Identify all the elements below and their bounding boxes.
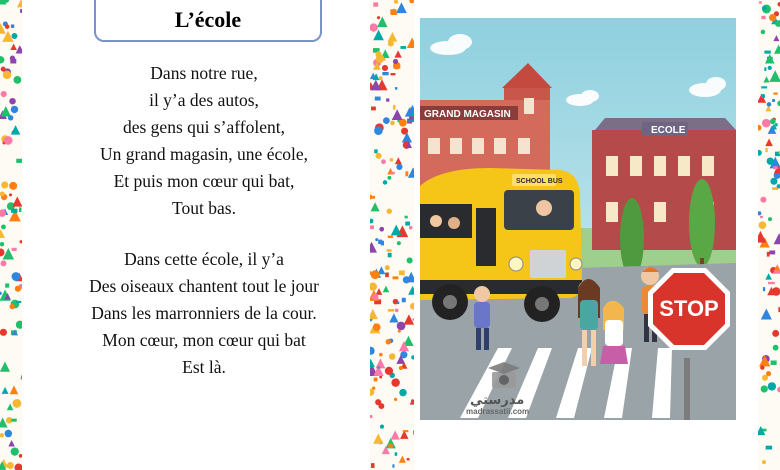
confetti-dot bbox=[0, 242, 4, 246]
confetti-dot bbox=[8, 115, 13, 120]
confetti-triangle bbox=[8, 440, 15, 447]
poem-line: il y’a des autos, bbox=[149, 90, 259, 110]
confetti-dot bbox=[409, 226, 413, 230]
confetti-dot bbox=[380, 425, 384, 429]
confetti-dot bbox=[761, 30, 765, 34]
confetti-square bbox=[391, 172, 395, 174]
confetti-dot bbox=[390, 121, 395, 126]
confetti-dot bbox=[383, 117, 390, 124]
confetti-dot bbox=[772, 99, 775, 102]
confetti-dot bbox=[9, 98, 16, 105]
poem-line: Des oiseaux chantent tout le jour bbox=[89, 276, 319, 296]
confetti-dot bbox=[759, 221, 767, 229]
confetti-square bbox=[771, 360, 777, 364]
decorative-border-right bbox=[758, 0, 780, 470]
confetti-dot bbox=[14, 464, 22, 470]
confetti-square bbox=[402, 298, 406, 303]
confetti-dot bbox=[5, 430, 13, 438]
confetti-triangle bbox=[774, 233, 780, 244]
confetti-dot bbox=[381, 159, 386, 164]
confetti-square bbox=[759, 1, 762, 3]
confetti-triangle bbox=[383, 286, 390, 293]
confetti-square bbox=[12, 248, 17, 251]
confetti-square bbox=[16, 159, 22, 163]
confetti-dot bbox=[762, 375, 768, 381]
confetti-square bbox=[388, 236, 393, 238]
confetti-dot bbox=[767, 157, 774, 164]
confetti-dot bbox=[762, 460, 766, 464]
confetti-dot bbox=[772, 330, 779, 337]
confetti-dot bbox=[0, 329, 7, 336]
confetti-square bbox=[386, 98, 389, 101]
confetti-triangle bbox=[408, 167, 414, 177]
confetti-dot bbox=[390, 158, 394, 162]
confetti-triangle bbox=[388, 32, 398, 42]
confetti-square bbox=[11, 209, 17, 213]
confetti-square bbox=[775, 123, 777, 126]
confetti-dot bbox=[10, 56, 15, 61]
confetti-dot bbox=[1, 181, 8, 188]
confetti-dot bbox=[767, 102, 772, 107]
confetti-square bbox=[773, 93, 777, 95]
confetti-dot bbox=[370, 415, 373, 418]
confetti-square bbox=[19, 207, 21, 212]
confetti-square bbox=[409, 116, 413, 120]
confetti-dot bbox=[19, 454, 22, 458]
confetti-dot bbox=[407, 257, 413, 263]
confetti-square bbox=[5, 283, 9, 287]
confetti-triangle bbox=[12, 196, 22, 206]
confetti-square bbox=[382, 72, 388, 75]
confetti-dot bbox=[399, 389, 406, 396]
confetti-dot bbox=[758, 211, 761, 215]
confetti-square bbox=[395, 87, 397, 90]
confetti-dot bbox=[768, 382, 776, 390]
confetti-dot bbox=[20, 240, 22, 243]
confetti-square bbox=[381, 241, 384, 246]
confetti-dot bbox=[773, 345, 779, 351]
confetti-square bbox=[399, 270, 405, 275]
confetti-dot bbox=[411, 355, 414, 359]
poem-line: Dans notre rue, bbox=[150, 63, 258, 83]
confetti-dot bbox=[16, 321, 22, 329]
confetti-square bbox=[766, 446, 772, 450]
poem-title: L’école bbox=[174, 7, 242, 32]
confetti-dot bbox=[762, 119, 771, 128]
confetti-triangle bbox=[408, 286, 414, 295]
confetti-square bbox=[387, 249, 392, 252]
confetti-dot bbox=[386, 339, 391, 344]
logo-arabic-text: مدرستي bbox=[470, 393, 525, 408]
confetti-square bbox=[393, 105, 396, 110]
confetti-triangle bbox=[399, 456, 406, 463]
confetti-dot bbox=[375, 399, 381, 405]
confetti-triangle bbox=[765, 138, 773, 146]
confetti-dot bbox=[3, 71, 12, 80]
decorative-border-left bbox=[0, 0, 22, 470]
confetti-dot bbox=[379, 353, 383, 357]
confetti-dot bbox=[377, 16, 380, 19]
confetti-dot bbox=[10, 304, 15, 309]
confetti-triangle bbox=[394, 50, 401, 57]
confetti-triangle bbox=[0, 229, 5, 238]
confetti-square bbox=[761, 86, 767, 88]
confetti-dot bbox=[370, 23, 378, 31]
confetti-triangle bbox=[765, 273, 772, 280]
confetti-triangle bbox=[391, 430, 400, 439]
confetti-dot bbox=[9, 193, 12, 196]
confetti-dot bbox=[385, 367, 393, 375]
confetti-dot bbox=[11, 447, 19, 455]
confetti-dot bbox=[11, 33, 17, 39]
confetti-dot bbox=[397, 241, 401, 245]
confetti-dot bbox=[391, 378, 399, 386]
confetti-square bbox=[413, 318, 414, 321]
confetti-dot bbox=[382, 65, 388, 71]
confetti-dot bbox=[12, 272, 21, 281]
confetti-square bbox=[413, 430, 414, 434]
confetti-triangle bbox=[763, 76, 769, 82]
school-bus bbox=[420, 168, 582, 322]
confetti-dot bbox=[0, 248, 4, 256]
confetti-dot bbox=[5, 24, 10, 29]
logo-site-text: madrassatii.com bbox=[466, 407, 530, 416]
stanza-2 bbox=[30, 246, 378, 381]
confetti-triangle bbox=[773, 35, 779, 41]
confetti-square bbox=[403, 430, 408, 432]
confetti-dot bbox=[1, 260, 7, 266]
confetti-square bbox=[400, 46, 406, 49]
confetti-dot bbox=[4, 136, 13, 145]
confetti-triangle bbox=[761, 308, 772, 319]
confetti-square bbox=[385, 273, 389, 278]
confetti-triangle bbox=[7, 404, 14, 411]
confetti-dot bbox=[0, 292, 2, 296]
confetti-square bbox=[765, 148, 767, 152]
confetti-dot bbox=[0, 56, 4, 63]
confetti-dot bbox=[394, 398, 397, 401]
confetti-triangle bbox=[16, 45, 22, 53]
confetti-square bbox=[388, 309, 394, 312]
confetti-square bbox=[761, 94, 765, 98]
confetti-square bbox=[405, 216, 408, 219]
confetti-triangle bbox=[373, 434, 383, 444]
confetti-square bbox=[379, 376, 382, 378]
confetti-dot bbox=[0, 433, 4, 437]
confetti-triangle bbox=[389, 313, 398, 322]
confetti-dot bbox=[761, 385, 768, 392]
confetti-triangle bbox=[758, 231, 766, 243]
confetti-dot bbox=[397, 322, 406, 331]
confetti-triangle bbox=[11, 125, 21, 135]
confetti-pattern-left bbox=[0, 0, 22, 470]
poem-line: Tout bas. bbox=[172, 198, 236, 218]
confetti-square bbox=[392, 464, 394, 467]
confetti-square bbox=[405, 222, 410, 226]
confetti-square bbox=[395, 452, 398, 455]
confetti-dot bbox=[9, 182, 17, 190]
confetti-triangle bbox=[10, 386, 19, 395]
confetti-triangle bbox=[765, 54, 775, 64]
confetti-square bbox=[20, 9, 22, 13]
confetti-triangle bbox=[410, 399, 414, 405]
confetti-dot bbox=[768, 66, 772, 70]
confetti-dot bbox=[15, 286, 21, 292]
stanza-1 bbox=[30, 60, 378, 222]
confetti-dot bbox=[410, 303, 414, 310]
confetti-dot bbox=[396, 164, 402, 170]
confetti-dot bbox=[387, 176, 391, 180]
confetti-triangle bbox=[392, 109, 403, 120]
poem-line: Est là. bbox=[182, 357, 226, 377]
confetti-square bbox=[768, 282, 775, 284]
confetti-dot bbox=[393, 59, 398, 64]
poem-text bbox=[30, 60, 378, 381]
confetti-dot bbox=[1, 91, 7, 97]
confetti-triangle bbox=[404, 314, 414, 324]
confetti-square bbox=[407, 458, 410, 460]
poem-line: Mon cœur, mon cœur qui bat bbox=[102, 330, 306, 350]
confetti-dot bbox=[1, 225, 6, 230]
confetti-square bbox=[405, 171, 408, 176]
confetti-square bbox=[764, 67, 766, 71]
confetti-triangle bbox=[391, 225, 402, 236]
confetti-dot bbox=[770, 118, 776, 124]
confetti-triangle bbox=[407, 38, 414, 48]
confetti-square bbox=[767, 252, 770, 257]
stop-sign-text: STOP bbox=[659, 296, 719, 321]
confetti-square bbox=[16, 301, 21, 303]
title-box bbox=[94, 0, 322, 42]
poem-line: Dans les marronniers de la cour. bbox=[91, 303, 317, 323]
confetti-square bbox=[390, 73, 395, 75]
confetti-square bbox=[371, 463, 375, 468]
store-sign: GRAND MAGASIN bbox=[424, 109, 511, 120]
confetti-dot bbox=[1, 67, 6, 72]
confetti-dot bbox=[379, 227, 384, 232]
confetti-triangle bbox=[769, 70, 780, 82]
confetti-dot bbox=[12, 399, 21, 408]
confetti-square bbox=[11, 24, 14, 27]
confetti-dot bbox=[398, 330, 401, 333]
confetti-square bbox=[761, 16, 765, 19]
confetti-dot bbox=[7, 462, 14, 469]
confetti-dot bbox=[760, 365, 764, 369]
confetti-dot bbox=[760, 197, 766, 203]
confetti-dot bbox=[409, 0, 414, 3]
confetti-triangle bbox=[2, 387, 9, 394]
confetti-square bbox=[21, 375, 22, 378]
confetti-dot bbox=[11, 106, 18, 113]
madrassatii-logo bbox=[462, 360, 572, 416]
confetti-dot bbox=[388, 443, 393, 448]
confetti-dot bbox=[399, 366, 403, 370]
confetti-dot bbox=[395, 308, 399, 312]
school-sign: ECOLE bbox=[651, 125, 686, 136]
confetti-square bbox=[764, 51, 770, 54]
confetti-dot bbox=[758, 150, 762, 156]
confetti-square bbox=[388, 253, 392, 257]
confetti-dot bbox=[768, 217, 772, 221]
confetti-triangle bbox=[774, 45, 780, 54]
bus-sign: SCHOOL BUS bbox=[516, 178, 563, 185]
confetti-dot bbox=[775, 266, 779, 270]
confetti-triangle bbox=[0, 362, 10, 372]
confetti-dot bbox=[383, 180, 387, 184]
confetti-dot bbox=[387, 209, 392, 214]
confetti-square bbox=[397, 302, 400, 304]
confetti-dot bbox=[389, 353, 395, 359]
poem-line: Et puis mon cœur qui bat, bbox=[113, 171, 295, 191]
poem-line: Un grand magasin, une école, bbox=[100, 144, 308, 164]
confetti-square bbox=[773, 166, 778, 169]
confetti-square bbox=[11, 419, 16, 422]
confetti-dot bbox=[770, 178, 777, 185]
confetti-triangle bbox=[10, 43, 17, 50]
confetti-dot bbox=[14, 76, 22, 84]
poem-line: des gens qui s’affolent, bbox=[122, 117, 285, 137]
confetti-pattern-right bbox=[758, 0, 780, 470]
confetti-square bbox=[763, 287, 765, 291]
poem-line: Dans cette école, il y’a bbox=[124, 249, 284, 269]
confetti-square bbox=[373, 2, 378, 6]
confetti-dot bbox=[762, 6, 767, 11]
confetti-triangle bbox=[17, 0, 22, 7]
confetti-dot bbox=[394, 0, 398, 4]
confetti-dot bbox=[0, 191, 5, 196]
confetti-square bbox=[760, 216, 763, 218]
confetti-square bbox=[393, 276, 399, 279]
confetti-dot bbox=[769, 14, 776, 21]
confetti-triangle bbox=[395, 157, 402, 164]
confetti-dot bbox=[758, 125, 761, 131]
confetti-dot bbox=[385, 265, 390, 270]
stanza-gap bbox=[30, 222, 378, 246]
confetti-square bbox=[769, 250, 775, 254]
confetti-triangle bbox=[396, 2, 407, 13]
